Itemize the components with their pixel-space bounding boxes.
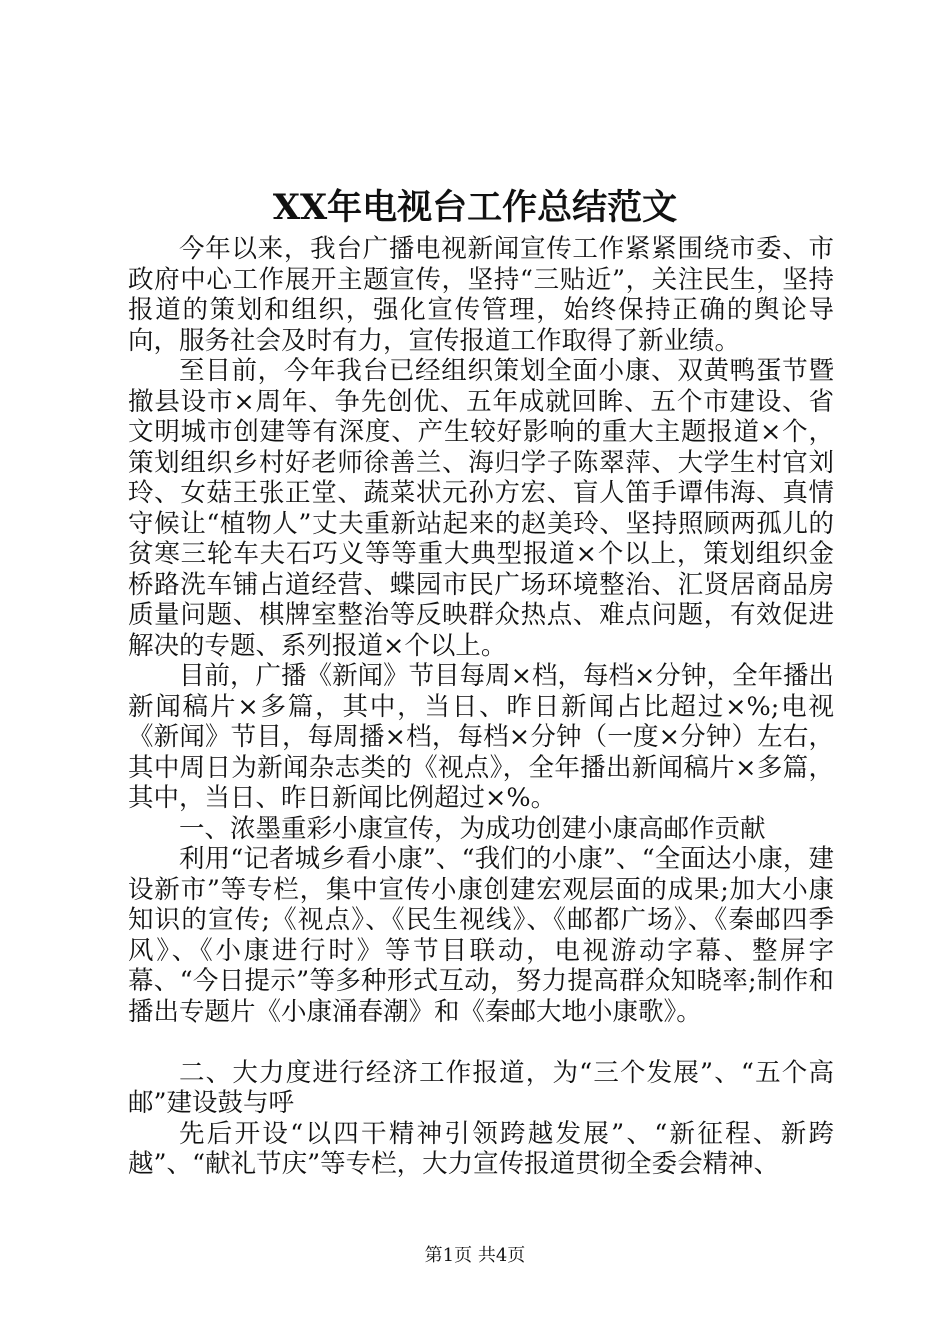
page-footer: 第1页 共4页 [424, 1245, 526, 1266]
paragraph-programs: 目前，广播《新闻》节目每周×档，每档×分钟，全年播出新闻稿片×多篇，其中，当日、昨日新闻占比超过×%;电视《新闻》节目，每周播×档，每档×分钟（一度×分钟）左右，其中周日为新闻杂志类的《视点》，全年播出新闻稿片×多篇，其中，当日、昨日新闻比例超过×%。 [128, 661, 834, 813]
document-title: XX年电视台工作总结范文 [272, 187, 678, 228]
paragraph-reports: 至目前，今年我台已经组织策划全面小康、双黄鸭蛋节暨撤县设市×周年、争先创优、五年成就回眸、五个市建设、省文明城市创建等有深度、产生较好影响的重大主题报道×个，策划组织乡村好老师徐善兰、海归学子陈翠萍、大学生村官刘玲、女菇王张正堂、蔬菜状元孙方宏、盲人笛手谭伟海、真情守候让“植物人”丈夫重新站起来的赵美玲、坚持照顾两孤儿的贫寒三轮车夫石巧义等等重大典型报道×个以上，策划组织金桥路洗车铺占道经营、蝶园市民广场环境整治、汇贤居商品房质量问题、棋牌室整治等反映群众热点、难点问题，有效促进解决的专题、系列报道×个以上。 [128, 356, 834, 661]
paragraph-intro: 今年以来，我台广播电视新闻宣传工作紧紧围绕市委、市政府中心工作展开主题宣传，坚持“三贴近”，关注民生，坚持报道的策划和组织，强化宣传管理，始终保持正确的舆论导向，服务社会及时有力，宣传报道工作取得了新业绩。 [128, 234, 834, 356]
document-body [128, 234, 834, 1180]
blank-line [128, 1027, 834, 1058]
paragraph-section-1: 利用“记者城乡看小康”、“我们的小康”、“全面达小康，建设新市”等专栏，集中宣传小康创建宏观层面的成果;加大小康知识的宣传;《视点》、《民生视线》、《邮都广场》、《秦邮四季风》、《小康进行时》等节目联动，电视游动字幕、整屏字幕、“今日提示”等多种形式互动，努力提高群众知晓率;制作和播出专题片《小康涌春潮》和《秦邮大地小康歌》。 [128, 844, 834, 1027]
section-heading-2: 二、大力度进行经济工作报道，为“三个发展”、“五个高邮”建设鼓与呼 [128, 1057, 834, 1118]
paragraph-section-2: 先后开设“以四干精神引领跨越发展”、“新征程、新跨越”、“献礼节庆”等专栏，大力宣传报道贯彻全委会精神、 [128, 1118, 834, 1179]
section-heading-1: 一、浓墨重彩小康宣传，为成功创建小康高邮作贡献 [179, 813, 766, 844]
